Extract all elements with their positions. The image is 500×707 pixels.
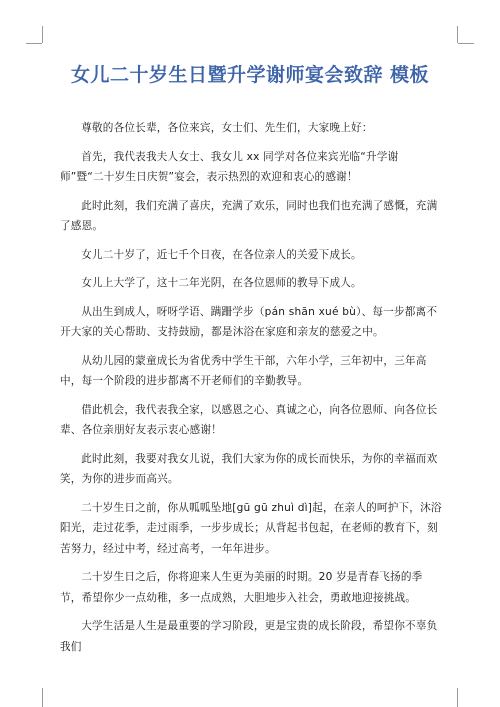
paragraph-greeting: 尊敬的各位长辈，各位来宾，女士们、先生们，大家晚上好： <box>81 122 373 134</box>
crop-mark-bottom-right <box>457 688 458 707</box>
paragraph: 二十岁生日之前，你从呱呱坠地[gū gū zhuì dì]起，在亲人的呵护下，沐浴阳光，走过花季，走过雨季，一步步成长；从背起书包起，在老师的教育下，刻苦努力，经过中考，经过高考，一年年进步。 <box>60 501 442 555</box>
paragraph: 首先，我代表我夫人女士、我女儿 xx 同学对各位来宾光临“升学谢师”暨“二十岁生日庆贺”宴会，表示热烈的欢迎和衷心的感谢！ <box>60 150 399 183</box>
paragraph: 从幼儿园的蒙童成长为省优秀中学生干部，六年小学，三年初中，三年高中，每一个阶段的进步都离不开老师们的辛勤教导。 <box>60 354 427 387</box>
crop-mark-top-right <box>457 26 458 43</box>
paragraph: 女儿二十岁了，近七千个日夜，在各位亲人的关爱下成长。 <box>81 248 362 261</box>
paragraph: 从出生到成人，呀呀学语、蹒跚学步（pán shān xué bù）、每一步都离不开大家的关心帮助、支持鼓励，都是沐浴在家庭和亲友的慈爱之中。 <box>60 305 438 338</box>
crop-mark-top-right <box>458 43 474 44</box>
crop-mark-top-left <box>26 43 42 44</box>
paragraph: 此时此刻，我要对我女儿说，我们大家为你的成长而快乐，为你的幸福而欢笑，为你的进步而高兴。 <box>60 452 438 485</box>
paragraph: 女儿上大学了，这十二年光阴，在各位恩师的教导下成人。 <box>81 277 362 289</box>
paragraph: 借此机会，我代表我全家，以感恩之心、真诚之心，向各位恩师、向各位长辈、各位亲朋好友表示衷心感谢！ <box>60 403 438 436</box>
paragraph: 此时此刻，我们充满了喜庆，充满了欢乐，同时也我们也充满了感慨，充满了感恩。 <box>60 199 438 232</box>
paragraph: 大学生活是人生是最重要的学习阶段，更是宝贵的成长阶段，希望你不辜负我们 <box>60 620 438 653</box>
crop-mark-top-left <box>42 26 43 43</box>
crop-mark-bottom-left <box>42 688 43 707</box>
document-title: 女儿二十岁生日暨升学谢师宴会致辞 模板 <box>70 64 430 86</box>
document-body <box>60 118 442 665</box>
paragraph: 二十岁生日之后，你将迎来人生更为美丽的时期。20 岁是青春飞扬的季节，希望你少一点幼稚，多一点成熟，大胆地步入社会，勇敢地迎接挑战。 <box>60 571 423 604</box>
